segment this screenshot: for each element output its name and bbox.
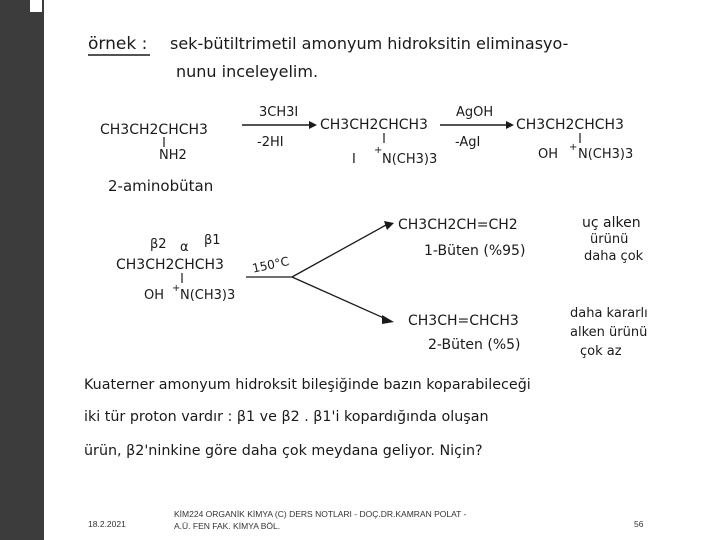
eq1-reagent2-top: AgOH — [456, 105, 494, 120]
eq2-branch-upper-head — [384, 221, 394, 230]
title-line-1: sek-bütiltrimetil amonyum hidroksitin eliminasyo- — [170, 34, 569, 53]
eq2-product2-note2: alken ürünü — [570, 325, 648, 340]
eq1-reagent1-top: 3CH3I — [259, 105, 299, 120]
question-line-2: iki tür proton vardır : β1 ve β2 . β1'i kopardığında oluşan — [84, 409, 489, 425]
footer-credit-line-2: A.Ü. FEN FAK. KİMYA BÖL. — [174, 521, 281, 531]
eq2-plus: + — [172, 283, 181, 294]
eq1-reactant-group: NH2 — [159, 148, 187, 163]
eq2-beta2: β2 — [150, 237, 167, 252]
eq2-beta1: β1 — [204, 233, 221, 248]
eq1-intermediate-group: N(CH3)3 — [382, 152, 438, 167]
handwritten-note-page — [64, 27, 675, 473]
question-line-1: Kuaterner amonyum hidroksit bileşiğinde bazın koparabileceği — [84, 377, 531, 393]
eq1-product-group: N(CH3)3 — [578, 147, 634, 162]
eq2-branch-lower-head — [382, 315, 394, 324]
eq1-intermediate-counter: I — [352, 152, 356, 167]
eq2-product1-name: 1-Büten (%95) — [424, 243, 526, 259]
eq2-substrate: CH3CH2CHCH3 — [116, 257, 224, 273]
eq1-product-counter: OH — [538, 147, 559, 162]
slide-corner-mark — [30, 0, 42, 12]
eq1-reactant-name: 2-aminobütan — [108, 177, 214, 195]
eq2-product2-name: 2-Büten (%5) — [428, 337, 521, 353]
eq2-counter: OH — [144, 288, 165, 303]
footer-page-number: 56 — [634, 519, 644, 529]
footer-date: 18.2.2021 — [88, 519, 126, 529]
eq1-intermediate-plus: + — [374, 145, 383, 156]
eq1-reagent2-bottom: -AgI — [455, 135, 481, 150]
eq2-product2: CH3CH=CHCH3 — [408, 313, 519, 329]
eq2-group: N(CH3)3 — [180, 288, 236, 303]
eq2-condition: 150°C — [250, 254, 291, 276]
eq1-product: CH3CH2CHCH3 — [516, 117, 624, 133]
eq1-arrow1-head — [309, 121, 317, 129]
eq1-reactant: CH3CH2CHCH3 — [100, 122, 208, 138]
eq2-product2-note3: çok az — [580, 344, 622, 359]
eq2-product1-note3: daha çok — [584, 249, 644, 264]
eq2-branch-upper — [292, 225, 386, 277]
eq2-product2-note1: daha kararlı — [570, 306, 648, 321]
eq2-alpha: α — [180, 240, 189, 255]
eq2-product1-note1: uç alken — [582, 215, 641, 231]
footer-credit — [174, 508, 544, 532]
handwritten-note-drawing — [64, 27, 675, 473]
eq1-arrow2-head — [506, 121, 514, 129]
question-line-3: ürün, β2'ninkine göre daha çok meydana geliyor. Niçin? — [84, 443, 483, 459]
eq1-intermediate: CH3CH2CHCH3 — [320, 117, 428, 133]
footer-credit-line-1: KİM224 ORGANİK KİMYA (C) DERS NOTLARI - DOÇ.DR.KAMRAN POLAT - — [174, 509, 467, 519]
eq2-product1-note2: ürünü — [590, 232, 629, 247]
eq1-reagent1-bottom: -2HI — [257, 135, 284, 150]
slide-side-bar — [0, 0, 44, 540]
title-line-2: nunu inceleyelim. — [176, 62, 319, 81]
eq2-branch-lower — [292, 277, 386, 319]
eq2-product1: CH3CH2CH=CH2 — [398, 217, 518, 233]
eq1-product-plus: + — [569, 142, 578, 153]
example-label: örnek : — [88, 34, 148, 54]
